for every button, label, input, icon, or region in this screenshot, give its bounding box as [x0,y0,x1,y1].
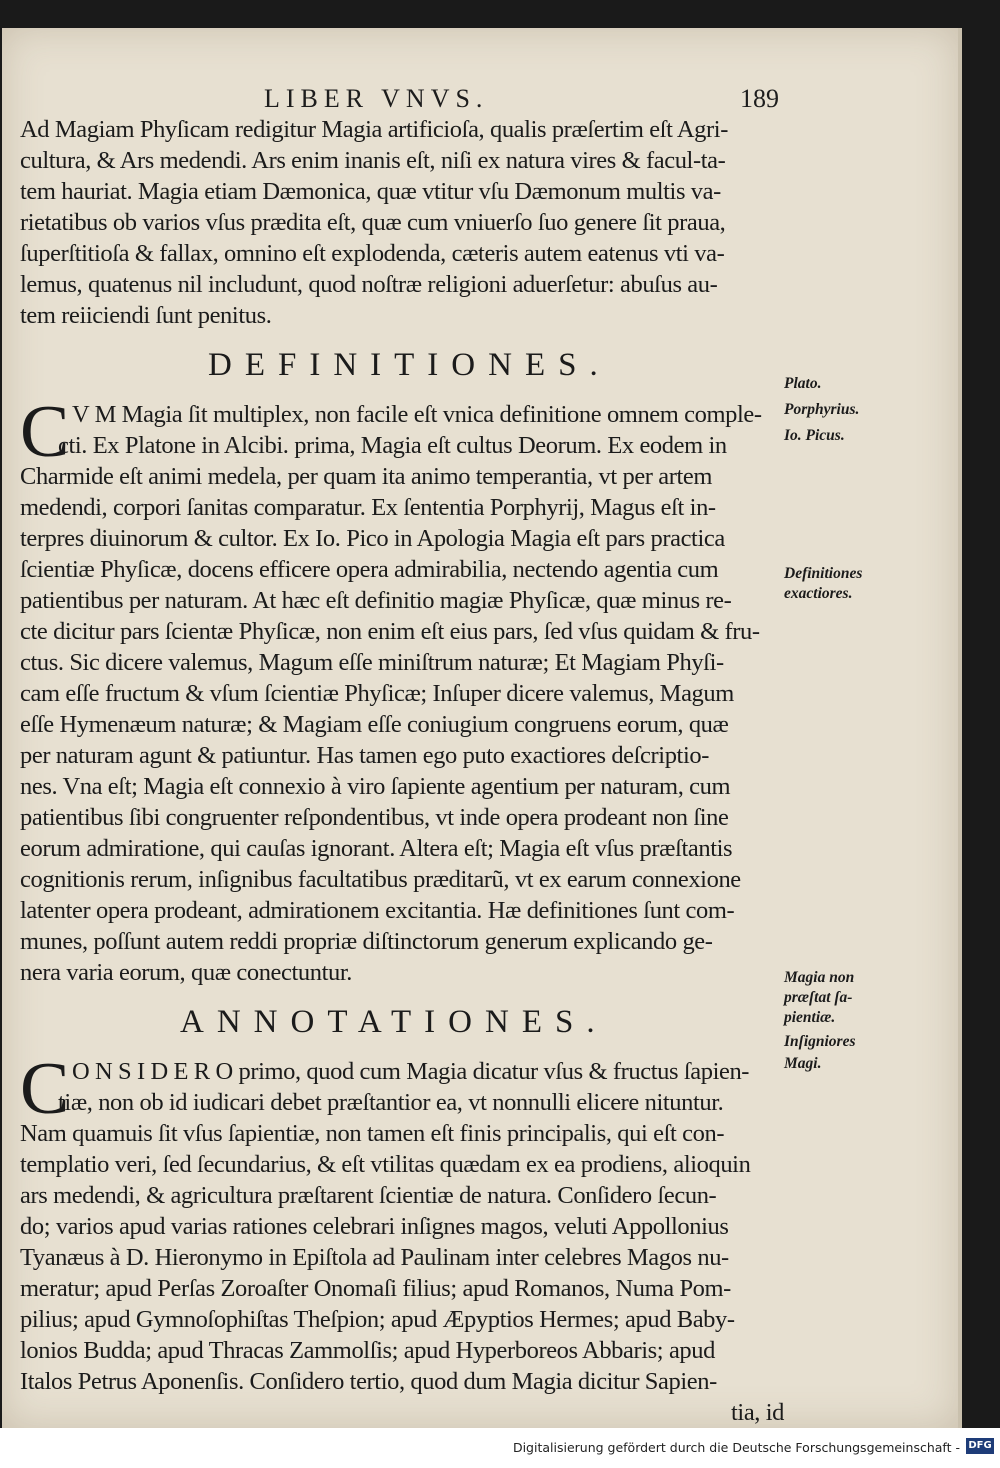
margin-note-picus: Io. Picus. [784,427,845,444]
text-line: Tyanæus à D. Hieronymo in Epiſtola ad Paulinam inter celebres Magos nu- [20,1244,729,1271]
section-heading-annotationes: ANNOTATIONES. [180,1004,608,1040]
annotationes-section [20,1048,784,1428]
section-heading-definitiones: DEFINITIONES. [208,347,611,383]
text-line: eorum admiratione, qui cauſas ignorant. Altera eſt; Magia eſt vſus præſtantis [20,835,733,862]
text-line: cti. Ex Platone in Alcibi. prima, Magia eſt cultus Deorum. Ex eodem in [58,432,727,459]
definitiones-section [20,391,784,988]
footer-bar [0,1428,1000,1468]
text-line: meratur; apud Perſas Zoroaſter Onomaſi filius; apud Romanos, Numa Pom- [20,1275,731,1302]
text-line: templatio veri, ſed ſecundarius, & eſt vtilitas quædam ex ea prodiens, alioquin [20,1151,751,1178]
margin-note-plato: Plato. [784,375,822,392]
text-line: Charmide eſt animi medela, per quam ita animo temperantia, vt per artem [20,463,713,490]
margin-note-porphyrius: Porphyrius. [784,401,860,418]
dfg-logo-icon: DFG [966,1438,994,1454]
text-line: medendi, corpori ſanitas comparatur. Ex ſententia Porphyrij, Magus eſt in- [20,494,716,521]
text-line: nera varia eorum, quæ conectuntur. [20,959,352,986]
margin-note-insigniores: Inſigniores [784,1033,856,1050]
text-line: nes. Vna eſt; Magia eſt connexio à viro ſapiente agentium per naturam, cum [20,773,731,800]
margin-note-magi: Magi. [784,1055,822,1072]
text-line: munes, poſſunt autem reddi propriæ diſtinctorum generum explicando ge- [20,928,713,955]
text-line: Italos Petrus Aponenſis. Conſidero tertio, quod dum Magia dicitur Sapien- [20,1368,717,1395]
text-line: rietatibus ob varios vſus prædita eſt, quæ cum vniuerſo ſuo genere ſit praua, [20,209,726,236]
text-line: cte dicitur pars ſcientæ Phyſicæ, non enim eſt eius pars, ſed vſus quidam & fru- [20,618,760,645]
text-line: tem hauriat. Magia etiam Dæmonica, quæ vtitur vſu Dæmonum multis va- [20,178,721,205]
margin-note-praestat: præſtat ſa- [784,989,853,1006]
page-edge [958,28,962,1428]
text-line: ctus. Sic dicere valemus, Magum eſſe miniſtrum naturæ; Et Magiam Phyſi- [20,649,724,676]
margin-note-sapientiae: pientiæ. [784,1009,836,1026]
text-line: O N S I D E R O primo, quod cum Magia dicatur vſus & fructus ſapien- [72,1058,750,1085]
text-line: patientibus ſibi congruenter reſpondentibus, vt inde opera prodeant non ſine [20,804,729,831]
drop-cap: C [20,391,70,473]
text-line: cognitionis rerum, inſignibus facultatibus præditarũ, vt ex earum connexione [20,866,741,893]
text-line: cam eſſe fructum & vſum ſcientiæ Phyſicæ; Inſuper dicere valemus, Magum [20,680,734,707]
page-number: 189 [740,84,779,113]
text-line: eſſe Hymenæum naturæ; & Magiam eſſe coniugium congruens eorum, quæ [20,711,729,738]
text-line: do; varios apud varias rationes celebrari inſignes magos, veluti Appollonius [20,1213,729,1240]
text-line: tem reiiciendi ſunt penitus. [20,302,272,329]
text-line: lemus, quatenus nil includunt, quod noſtræ religioni aduerſetur: abuſus au- [20,271,718,298]
text-line: ſuperſtitioſa & fallax, omnino eſt explodenda, cæteris autem eatenus vti va- [20,240,725,267]
text-line: tia, id [731,1399,784,1426]
text-line: pilius; apud Gymnoſophiſtas Theſpion; apud Æpyptios Hermes; apud Baby- [20,1306,735,1333]
drop-cap: C [20,1048,70,1130]
text-line: terpres diuinorum & cultor. Ex Io. Pico in Apologia Magia eſt pars practica [20,525,725,552]
text-line: tiæ, non ob id iudicari debet præſtantior ea, vt nonnulli elicere nituntur. [58,1089,724,1116]
margin-note-exactiores: exactiores. [784,585,853,602]
text-line: latenter opera prodeant, admirationem excitantia. Hæ definitiones ſunt com- [20,897,735,924]
text-line: per naturam agunt & patiuntur. Has tamen ego puto exactiores deſcriptio- [20,742,709,769]
text-line: ars medendi, & agricultura præſtarent ſcientiæ de natura. Conſidero ſecun- [20,1182,717,1209]
text-line: Nam quamuis ſit vſus ſapientiæ, non tamen eſt finis principalis, qui eſt con- [20,1120,725,1147]
text-line: Ad Magiam Phyſicam redigitur Magia artificioſa, qualis præſertim eſt Agri- [20,116,728,143]
main-text [20,114,784,1428]
text-line: V M Magia ſit multiplex, non facile eſt vnica definitione omnem comple- [72,401,762,428]
margin-note-magia: Magia non [784,969,855,986]
running-title: LIBER VNVS. [264,84,489,113]
text-line: ſcientiæ Phyſicæ, docens efficere opera admirabilia, nectendo agentia cum [20,556,719,583]
book-page [2,28,958,1428]
funding-credit: Digitalisierung gefördert durch die Deutsche Forschungsgemeinschaft - [512,1440,960,1455]
text-line: cultura, & Ars medendi. Ars enim inanis eſt, niſi ex natura vires & facul-ta- [20,147,726,174]
margin-note-definitiones: Definitiones [784,565,863,582]
text-line: patientibus per naturam. At hæc eſt definitio magiæ Phyſicæ, quæ minus re- [20,587,732,614]
text-line: lonios Budda; apud Thracas Zammolſis; apud Hyperboreos Abbaris; apud [20,1337,715,1364]
